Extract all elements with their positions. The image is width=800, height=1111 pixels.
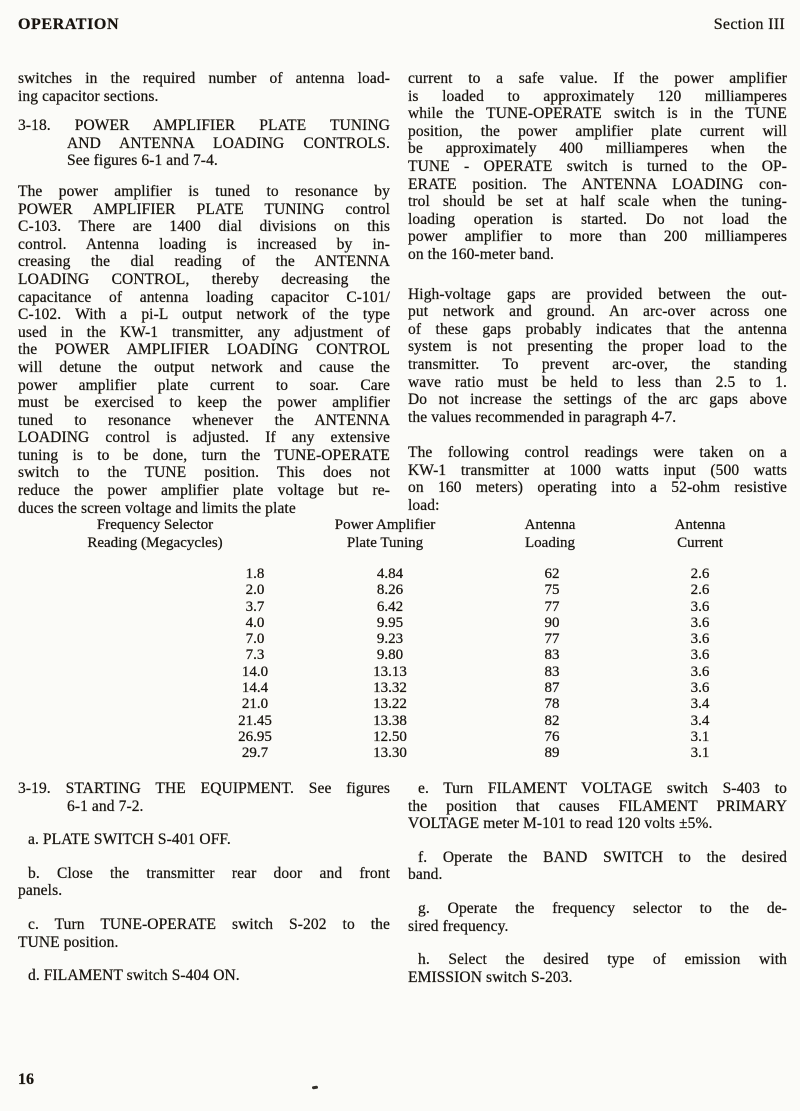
text-line: The power amplifier is tuned to resonance by bbox=[18, 182, 390, 200]
text-line: creasing the dial reading of the ANTENNA bbox=[18, 253, 390, 271]
text-line: capacitance of antenna loading capacitor C-101/ bbox=[18, 288, 390, 306]
text-line: reduce the power amplifier plate voltage but re- bbox=[18, 482, 390, 500]
table-cell: 82 bbox=[544, 712, 560, 729]
text-line: C-103. There are 1400 dial divisions on this bbox=[18, 218, 390, 236]
para-antenna-loading-continuation bbox=[18, 70, 390, 105]
text-line: The following control readings were taken on a bbox=[408, 444, 787, 462]
text-line: See figures 6-1 and 7-4. bbox=[67, 152, 218, 170]
text-line: the POWER AMPLIFIER LOADING CONTROL bbox=[18, 341, 390, 359]
text-line: a. PLATE SWITCH S-401 OFF. bbox=[28, 831, 231, 849]
table-cell: 13.38 bbox=[373, 712, 407, 729]
text-line: TUNE position. bbox=[18, 933, 119, 951]
table-header-row bbox=[30, 516, 770, 552]
text-line: transmitter. To prevent arc-over, the standing bbox=[408, 355, 787, 373]
text-line: panels. bbox=[18, 882, 63, 900]
text-line: c. Turn TUNE-OPERATE switch S-202 to the bbox=[28, 915, 390, 933]
text-line: band. bbox=[408, 866, 443, 884]
table-row bbox=[30, 664, 770, 680]
text-line: VOLTAGE meter M-101 to read 120 volts ±5%. bbox=[408, 815, 713, 833]
table-row bbox=[30, 647, 770, 663]
table-cell: 13.22 bbox=[373, 696, 407, 713]
table-cell: 3.4 bbox=[690, 696, 710, 713]
text-line: sired frequency. bbox=[408, 917, 509, 935]
text-line: tuning is to be done, turn the TUNE-OPERATE bbox=[18, 446, 390, 464]
table-cell: 4.84 bbox=[376, 566, 404, 582]
text-line: is loaded to approximately 120 milliamperes bbox=[408, 87, 787, 105]
table-cell: 3.6 bbox=[690, 631, 710, 648]
page-header bbox=[18, 16, 785, 34]
table-cell: 2.6 bbox=[690, 566, 710, 582]
text-line: on the 160-meter band. bbox=[408, 245, 554, 263]
text-line: the position that causes FILAMENT PRIMARY bbox=[408, 797, 787, 815]
text-line: 3-19. STARTING THE EQUIPMENT. See figures bbox=[18, 780, 390, 797]
text-line: trol should be set at half scale when the tuning- bbox=[408, 193, 787, 211]
step-h bbox=[408, 951, 787, 986]
para-control-readings-intro bbox=[408, 444, 787, 514]
text-line: loading operation is started. Do not load the bbox=[408, 210, 787, 228]
table-cell: 78 bbox=[544, 696, 560, 713]
table-cell: 26.95 bbox=[238, 728, 272, 745]
para-arc-gaps bbox=[408, 286, 787, 427]
page-number: 16 bbox=[18, 1071, 34, 1088]
text-line: system is not presenting the proper load to the bbox=[408, 338, 787, 356]
header-section-title: OPERATION bbox=[18, 16, 120, 33]
table-cell: 21.0 bbox=[241, 696, 269, 713]
table-cell: 3.1 bbox=[690, 745, 710, 762]
text-line: while the TUNE-OPERATE switch is in the TUNE bbox=[408, 105, 787, 123]
text-line: ERATE position. The ANTENNA LOADING con- bbox=[408, 175, 787, 193]
text-line: will detune the output network and cause the bbox=[18, 358, 390, 376]
table-row bbox=[30, 713, 770, 729]
column-top-right bbox=[408, 70, 787, 515]
text-line: LOADING control is adjusted. If any extensive bbox=[18, 429, 390, 447]
table-cell: 29.7 bbox=[241, 745, 269, 762]
table-cell: 7.0 bbox=[245, 631, 265, 648]
table-cell: 77 bbox=[544, 598, 560, 615]
table-cell: 90 bbox=[544, 614, 560, 631]
table-row bbox=[30, 680, 770, 696]
text-line: switches in the required number of antenna load- bbox=[18, 70, 390, 87]
text-line: power amplifier plate current to soar. Care bbox=[18, 376, 390, 394]
table-row bbox=[30, 615, 770, 631]
table-cell: 2.6 bbox=[690, 582, 710, 599]
column-header bbox=[490, 516, 640, 552]
table-cell: 4.0 bbox=[245, 614, 265, 631]
table-cell: 87 bbox=[544, 680, 560, 697]
text-line: position, the power amplifier plate current will bbox=[408, 122, 787, 140]
table-cell: 3.4 bbox=[690, 712, 710, 729]
text-line: duces the screen voltage and limits the plate bbox=[18, 499, 296, 517]
text-line: switch to the TUNE position. This does not bbox=[18, 464, 390, 482]
text-line: put network and ground. An arc-over across one bbox=[408, 303, 787, 321]
table-cell: 9.23 bbox=[376, 631, 404, 648]
text-line: 6-1 and 7-2. bbox=[67, 797, 144, 815]
table-cell: 76 bbox=[544, 728, 560, 745]
step-b bbox=[18, 865, 390, 900]
column-header bbox=[640, 516, 770, 552]
table-cell: 21.45 bbox=[238, 712, 272, 729]
table-cell: 62 bbox=[544, 566, 560, 582]
control-readings-table bbox=[30, 516, 770, 762]
table-cell: 14.4 bbox=[241, 680, 269, 697]
column-header-line: Antenna bbox=[524, 517, 576, 533]
column-header bbox=[330, 516, 490, 552]
column-header-line: Plate Tuning bbox=[346, 535, 424, 551]
column-header-line: Reading (Megacycles) bbox=[87, 535, 223, 551]
table-cell: 3.1 bbox=[690, 728, 710, 745]
text-line: control. Antenna loading is increased by in- bbox=[18, 235, 390, 253]
text-line: must be exercised to keep the power amplifier bbox=[18, 394, 390, 412]
table-cell: 12.50 bbox=[373, 728, 407, 745]
table-cell: 3.7 bbox=[245, 598, 265, 615]
column-top-left bbox=[18, 70, 390, 517]
text-line: 3-18. POWER AMPLIFIER PLATE TUNING bbox=[18, 117, 390, 135]
table-cell: 13.32 bbox=[373, 680, 407, 697]
heading-3-19 bbox=[18, 780, 390, 815]
header-section-number: Section III bbox=[713, 16, 785, 33]
table-row bbox=[30, 745, 770, 761]
text-line: tuned to resonance whenever the ANTENNA bbox=[18, 411, 390, 429]
table-row bbox=[30, 566, 770, 582]
table-cell: 3.6 bbox=[690, 598, 710, 615]
column-header bbox=[30, 516, 330, 552]
table-cell: 77 bbox=[544, 631, 560, 648]
para-plate-current bbox=[408, 70, 787, 264]
table-cell: 13.13 bbox=[373, 663, 407, 680]
table-body bbox=[30, 566, 770, 762]
table-cell: 6.42 bbox=[376, 598, 404, 615]
text-line: load: bbox=[408, 497, 440, 515]
text-line: power amplifier to more than 200 milliamperes bbox=[408, 228, 787, 246]
column-bottom-right bbox=[408, 780, 787, 986]
table-row bbox=[30, 696, 770, 712]
ink-speck bbox=[312, 1086, 318, 1090]
text-line: LOADING CONTROL, thereby decreasing the bbox=[18, 270, 390, 288]
text-line: f. Operate the BAND SWITCH to the desired bbox=[418, 848, 787, 866]
text-line: h. Select the desired type of emission with bbox=[418, 951, 787, 969]
table-cell: 3.6 bbox=[690, 647, 710, 664]
column-header-line: Frequency Selector bbox=[96, 517, 214, 533]
table-cell: 83 bbox=[544, 647, 560, 664]
heading-3-18 bbox=[18, 117, 390, 170]
table-cell: 7.3 bbox=[245, 647, 265, 664]
text-line: AND ANTENNA LOADING CONTROLS. bbox=[67, 134, 390, 152]
text-line: High-voltage gaps are provided between the out- bbox=[408, 285, 787, 303]
text-line: e. Turn FILAMENT VOLTAGE switch S-403 to bbox=[418, 780, 787, 797]
table-row bbox=[30, 729, 770, 745]
text-line: current to a safe value. If the power amplifier bbox=[408, 70, 787, 87]
table-cell: 3.6 bbox=[690, 680, 710, 697]
column-header-line: Current bbox=[677, 535, 723, 551]
text-line: KW-1 transmitter at 1000 watts input (500 watts bbox=[408, 461, 787, 479]
table-cell: 83 bbox=[544, 663, 560, 680]
table-row bbox=[30, 582, 770, 598]
step-f bbox=[408, 849, 787, 884]
table-cell: 14.0 bbox=[241, 663, 269, 680]
column-header-line: Antenna bbox=[674, 517, 726, 533]
column-bottom-left bbox=[18, 780, 390, 985]
step-c bbox=[18, 916, 390, 951]
table-cell: 13.30 bbox=[373, 745, 407, 762]
text-line: C-102. With a pi-L output network of the type bbox=[18, 306, 390, 324]
table-cell: 1.8 bbox=[245, 566, 265, 582]
table-cell: 75 bbox=[544, 582, 560, 599]
column-header-line: Loading bbox=[525, 535, 575, 551]
table-cell: 3.6 bbox=[690, 663, 710, 680]
text-line: on 160 meters) operating into a 52-ohm resistive bbox=[408, 479, 787, 497]
text-line: of these gaps probably indicates that the antenna bbox=[408, 320, 787, 338]
step-g bbox=[408, 900, 787, 935]
text-line: b. Close the transmitter rear door and front bbox=[28, 864, 390, 882]
table-cell: 3.6 bbox=[690, 614, 710, 631]
text-line: EMISSION switch S-203. bbox=[408, 968, 573, 986]
step-d bbox=[18, 967, 390, 985]
text-line: used in the KW-1 transmitter, any adjustment of bbox=[18, 323, 390, 341]
text-line: be approximately 400 milliamperes when the bbox=[408, 140, 787, 158]
table-row bbox=[30, 599, 770, 615]
text-line: wave ratio must be held to less than 2.5 to 1. bbox=[408, 373, 787, 391]
text-line: Do not increase the settings of the arc gaps above bbox=[408, 391, 787, 409]
step-a bbox=[18, 831, 390, 849]
table-cell: 8.26 bbox=[376, 582, 404, 599]
step-e bbox=[408, 780, 787, 833]
text-line: POWER AMPLIFIER PLATE TUNING control bbox=[18, 200, 390, 218]
table-row bbox=[30, 631, 770, 647]
column-header-line: Power Amplifier bbox=[334, 517, 436, 533]
text-line: g. Operate the frequency selector to the de- bbox=[418, 899, 787, 917]
table-cell: 89 bbox=[544, 745, 560, 762]
table-cell: 9.80 bbox=[376, 647, 404, 664]
text-line: TUNE - OPERATE switch is turned to the OP- bbox=[408, 157, 787, 175]
table-cell: 2.0 bbox=[245, 582, 265, 599]
text-line: the values recommended in paragraph 4-7. bbox=[408, 408, 677, 426]
text-line: ing capacitor sections. bbox=[18, 87, 159, 105]
table-cell: 9.95 bbox=[376, 614, 404, 631]
para-plate-tuning bbox=[18, 183, 390, 517]
text-line: d. FILAMENT switch S-404 ON. bbox=[28, 967, 240, 985]
